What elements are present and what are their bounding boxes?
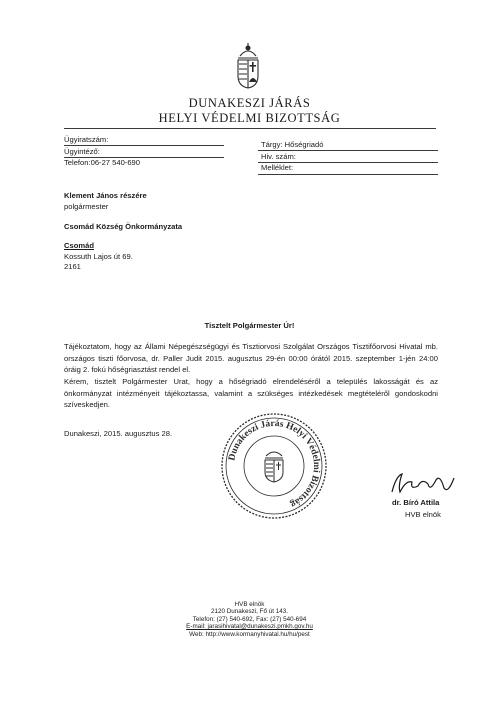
date-line: Dunakeszi, 2015. augusztus 28.: [64, 429, 173, 438]
footer-email: E-mail: jarasihivatal@dunakeszi.pmkh.gov.hu: [186, 623, 313, 631]
meta-underline-right-3: [258, 174, 438, 175]
footer-web: Web: http://www.kormanyhivatal.hu/hu/pest: [189, 630, 310, 638]
header-divider: [64, 128, 436, 129]
footer: [0, 601, 499, 638]
organization-name-line2: HELYI VÉDELMI BIZOTTSÁG: [158, 111, 341, 125]
meta-right: [261, 139, 461, 174]
official-stamp: [218, 410, 330, 522]
signer-name: dr. Bíró Attila: [392, 498, 440, 507]
recipient-street: Kossuth Lajos út 69.: [64, 252, 133, 261]
reference-number-label: Hiv. szám:: [261, 151, 296, 161]
salutation: Tisztelt Polgármester Úr!: [204, 321, 295, 330]
recipient-municipality: Csomád Község Önkormányzata: [64, 222, 183, 231]
footer-phone-fax: Telefon: (27) 540-692, Fax: (27) 540-694: [192, 615, 307, 623]
recipient-postcode: 2161: [64, 262, 81, 271]
footer-role: HVB elnök: [234, 601, 265, 608]
meta-underline-left-2: [64, 157, 224, 158]
signer-role: HVB elnök: [405, 510, 441, 519]
stamp-crest-icon: [265, 452, 283, 482]
footer-address: 2120 Dunakeszi, Fő út 143.: [210, 608, 288, 616]
organization-name-line1: DUNAKESZI JÁRÁS: [188, 96, 311, 110]
stamp-text: Dunakeszi Járás Helyi Védelmi Bizottság: [227, 418, 322, 509]
case-number-label: Ügyiratszám:: [64, 135, 109, 144]
meta-left: [64, 134, 264, 169]
hungarian-coat-of-arms-icon: [230, 42, 266, 90]
subject-text: Tárgy: Hőségriadó: [261, 140, 324, 149]
meta-underline-right-2: [258, 162, 438, 163]
handwritten-signature: [388, 470, 460, 498]
attachment-label: Melléklet:: [261, 163, 294, 172]
recipient-title: polgármester: [64, 202, 109, 211]
body-paragraph-2: Kérem, tisztelt Polgármester Urat, hogy a hőségriadó elrendeléséről a település lakosságát és az önkormányzat intézményeit tájékoztassa, valamint a szükséges intézkedések megtételéről gondoskodni szíveskedjen.: [64, 377, 438, 410]
body-paragraph-1: Tájékoztatom, hogy az Állami Népegészségügyi és Tisztiorvosi Szolgálat Országos Tisztifőorvosi Hivatal mb. országos tiszti főorvosa, dr. Paller Judit 2015. augusztus 29-én 00:00 órától 2015. szeptember 1-jén 24:00 óráig 2. fokú hőségriasztást rendel el.: [64, 342, 438, 375]
meta-underline-right-1: [258, 150, 438, 151]
recipient-city-heading: Csomád: [64, 241, 94, 250]
case-officer-label: Ügyintéző:: [64, 146, 100, 156]
phone-text: Telefon:06-27 540-690: [64, 158, 140, 167]
recipient-name: Klement János részére: [64, 191, 147, 200]
meta-underline-left-1: [64, 145, 224, 146]
